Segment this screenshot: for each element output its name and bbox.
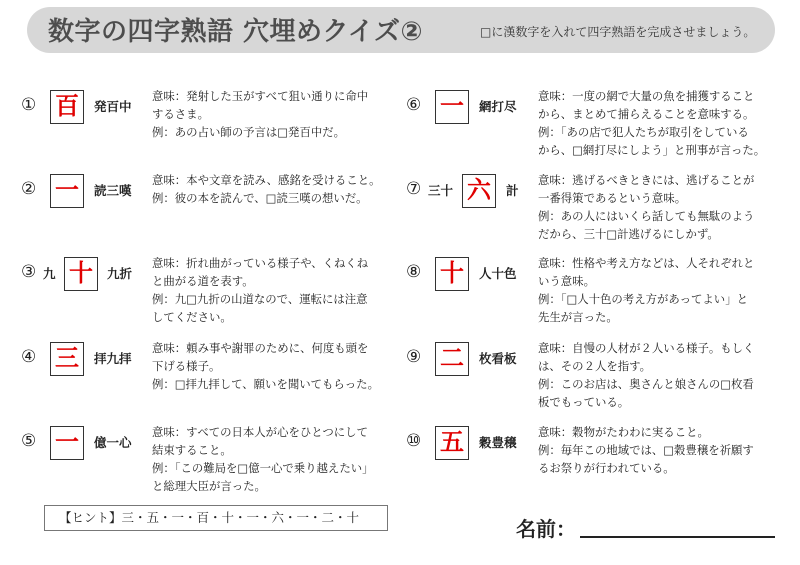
desc-line: するさま。 (152, 107, 209, 121)
answer-box[interactable]: 五 (435, 426, 469, 460)
desc-line: だから、三十□計逃げるにしかず。 (538, 227, 719, 241)
desc-line: 例：「この難局を□億一心で乗り越えたい」 (152, 461, 374, 475)
name-label: 名前： (516, 517, 576, 541)
item-description (538, 339, 754, 411)
idiom-rest: 計 (506, 183, 519, 198)
quiz-item-3 (21, 257, 401, 327)
answer-box[interactable]: 一 (50, 426, 84, 460)
item-number: ① (21, 95, 37, 115)
desc-line: るお祭りが行われている。 (538, 461, 675, 475)
desc-line: 意味：性格や考え方などは、人それぞれと (538, 256, 755, 270)
name-field[interactable] (580, 536, 775, 538)
idiom-prefix: 三十 (428, 183, 454, 198)
item-number: ③ (21, 262, 37, 282)
desc-line: 意味：折れ曲がっている様子や、くねくね (152, 256, 369, 270)
item-number: ⑤ (21, 431, 37, 451)
desc-line: 意味：自慢の人材が２人いる様子。もしく (538, 341, 755, 355)
desc-line: 意味：頼み事や謝罪のために、何度も頭を (152, 341, 369, 355)
desc-line: いう意味。 (538, 274, 595, 288)
idiom-rest: 億一心 (94, 435, 132, 450)
desc-line: 例：このお店は、奥さんと娘さんの□枚看 (538, 377, 754, 391)
idiom-rest: 網打尽 (479, 99, 517, 114)
quiz-item-10 (406, 426, 796, 496)
desc-line: 例：九□九折の山道なので、運転には注意 (152, 292, 368, 306)
desc-line: 下げる様子。 (152, 359, 221, 373)
answer-box[interactable]: 六 (462, 174, 496, 208)
quiz-item-7 (406, 174, 796, 244)
idiom-rest: 枚看板 (479, 351, 517, 366)
desc-line: してください。 (152, 310, 232, 324)
hint-box: 【ヒント】三・五・一・百・十・一・六・一・二・十 (44, 505, 388, 531)
answer-box[interactable]: 一 (50, 174, 84, 208)
desc-line: 先生が言った。 (538, 310, 618, 324)
item-description (538, 87, 765, 159)
quiz-item-8 (406, 257, 796, 327)
answer-box[interactable]: 十 (435, 257, 469, 291)
desc-line: 例：「□人十色の考え方があってよい」と (538, 292, 748, 306)
idiom-prefix: 九 (43, 266, 56, 281)
idiom-rest: 九折 (107, 266, 133, 281)
desc-line: 意味：一度の網で大量の魚を捕獲すること (538, 89, 755, 103)
instruction-text: □に漢数字を入れて四字熟語を完成させましょう。 (480, 25, 756, 39)
item-description (152, 339, 379, 393)
desc-line: 結束すること。 (152, 443, 232, 457)
desc-line: 意味：本や文章を読み、感銘を受けること。 (152, 173, 381, 187)
quiz-item-9 (406, 342, 796, 412)
desc-line: 例：あの人にはいくら話しても無駄のよう (538, 209, 755, 223)
item-number: ⑩ (406, 431, 422, 451)
quiz-item-2 (21, 174, 401, 244)
item-description (152, 171, 381, 207)
desc-line: 例：毎年この地域では、□穀豊穣を祈願す (538, 443, 754, 457)
item-description (538, 171, 754, 243)
desc-line: 意味：発射した玉がすべて狙い通りに命中 (152, 89, 369, 103)
item-number: ⑨ (406, 347, 422, 367)
desc-line: 意味：穀物がたわわに実ること。 (538, 425, 709, 439)
desc-line: 一番得策であるという意味。 (538, 191, 687, 205)
item-number: ④ (21, 347, 37, 367)
answer-box[interactable]: 一 (435, 90, 469, 124)
item-description (152, 254, 368, 326)
item-number: ⑦ (406, 179, 422, 199)
answer-box[interactable]: 三 (50, 342, 84, 376)
desc-line: 例：あの占い師の予言は□発百中だ。 (152, 125, 346, 139)
item-number: ② (21, 179, 37, 199)
desc-line: と総理大臣が言った。 (152, 479, 266, 493)
desc-line: と曲がる道を表す。 (152, 274, 254, 288)
desc-line: 例：彼の本を読んで、□読三嘆の想いだ。 (152, 191, 368, 205)
idiom-rest: 穀豊穣 (479, 435, 517, 450)
page-title: 数字の四字熟語 穴埋めクイズ② (48, 17, 424, 47)
desc-line: 例：□拝九拝して、願いを聞いてもらった。 (152, 377, 379, 391)
quiz-item-1 (21, 90, 401, 160)
answer-box[interactable]: 十 (64, 257, 98, 291)
desc-line: 意味：逃げるべきときには、逃げることが (538, 173, 755, 187)
idiom-rest: 読三嘆 (94, 183, 132, 198)
item-description (538, 254, 754, 326)
idiom-rest: 発百中 (94, 99, 132, 114)
answer-box[interactable]: 百 (50, 90, 84, 124)
desc-line: から、□網打尽にしよう」と刑事が言った。 (538, 143, 766, 157)
quiz-item-5 (21, 426, 401, 496)
quiz-item-6 (406, 90, 796, 160)
desc-line: 板でもっている。 (538, 395, 630, 409)
idiom-rest: 拝九拝 (94, 351, 132, 366)
quiz-item-4 (21, 342, 401, 412)
item-number: ⑥ (406, 95, 422, 115)
item-description (538, 423, 754, 477)
item-number: ⑧ (406, 262, 422, 282)
item-description (152, 87, 368, 141)
desc-line: から、まとめて捕らえることを意味する。 (538, 107, 755, 121)
idiom-rest: 人十色 (479, 266, 517, 281)
desc-line: 意味：すべての日本人が心をひとつにして (152, 425, 368, 439)
desc-line: は、その２人を指す。 (538, 359, 651, 373)
desc-line: 例：「あの店で犯人たちが取引をしている (538, 125, 749, 139)
item-description (152, 423, 374, 495)
answer-box[interactable]: 二 (435, 342, 469, 376)
